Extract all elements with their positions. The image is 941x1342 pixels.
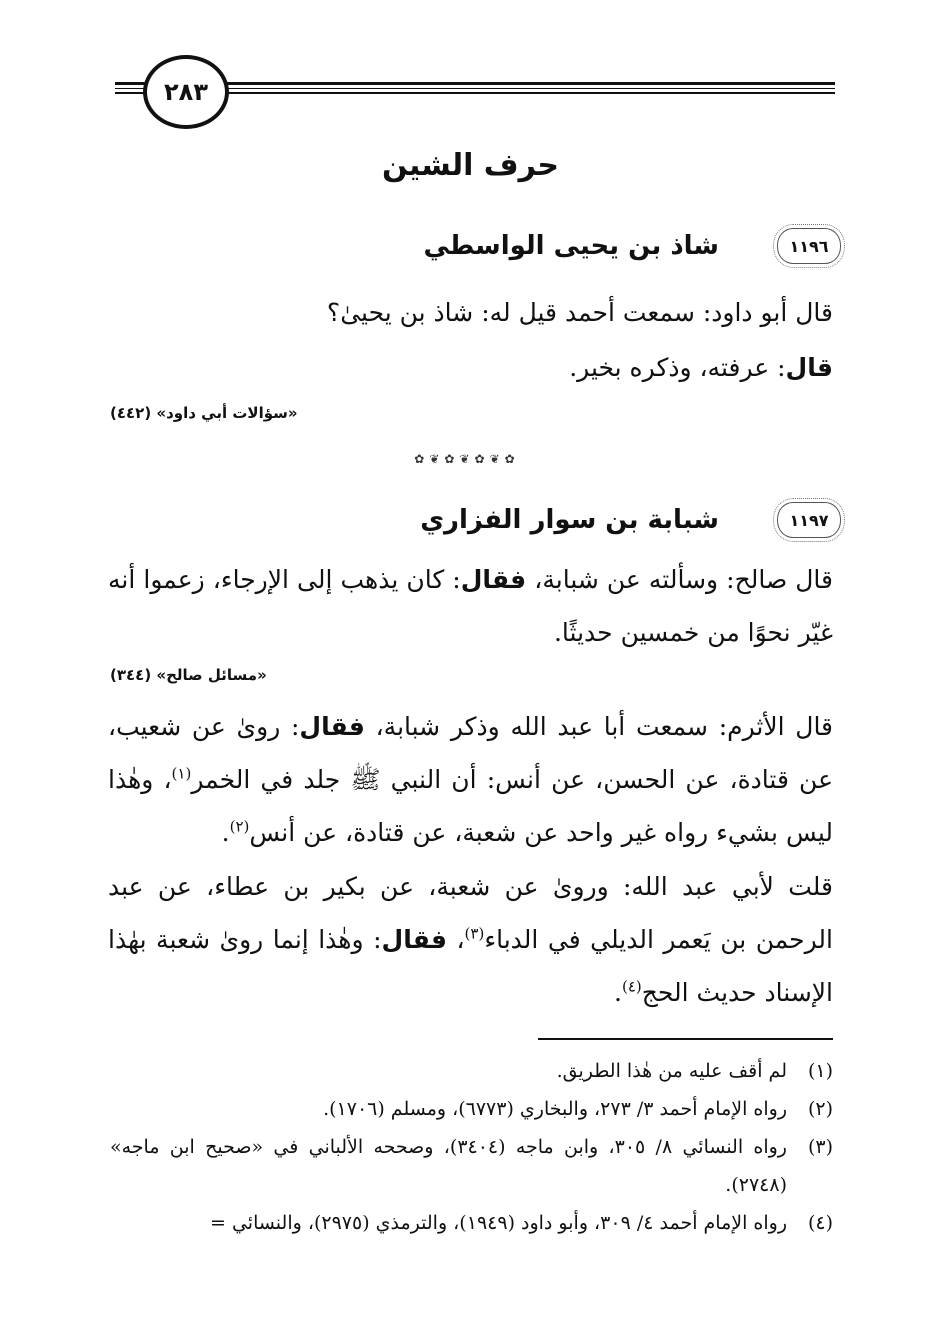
entry-heading-1196 <box>108 228 841 264</box>
footnote-item: (١) لم أقف عليه من هٰذا الطريق. <box>556 1060 833 1082</box>
chapter-title: حرف الشين <box>382 148 559 183</box>
entry-1196-paragraph-2: قال: عرفته، وذكره بخير. <box>569 353 833 382</box>
section-divider-ornament: ✿ ❦ ✿ ❦ ✿ ❦ ✿ <box>414 452 516 466</box>
entry-1197-paragraph-3: قلت لأبي عبد الله: وروىٰ عن شعبة، عن بكير بن عطاء، عن عبد الرحمن بن يَعمر الديلي في الدباء$^{(٣)}$، فقال: وهٰذا إنما روىٰ شعبة بهٰذا الإسناد حديث الحج$^{(٤)}$. <box>108 872 833 1007</box>
entry-1196-source: «سؤالات أبي داود» (٤٤٢) <box>110 404 298 422</box>
footnote-item: (٤) رواه الإمام أحمد ٤/ ٣٠٩، وأبو داود (١٩٤٩)، والترمذي (٢٩٧٥)، والنسائي = <box>209 1212 833 1234</box>
entry-title: شبابة بن سوار الفزاري <box>420 505 719 535</box>
footnotes <box>110 1052 833 1242</box>
entry-1197-paragraph-1: قال صالح: وسألته عن شبابة، فقال: كان يذهب إلى الإرجاء، زعموا أنه غيّر نحوًا من خمسين حديثًا. <box>108 565 833 647</box>
entry-title: شاذ بن يحيى الواسطي <box>423 231 719 261</box>
footnote-separator <box>538 1038 833 1040</box>
entry-heading-1197 <box>108 502 841 538</box>
footnote-ref-4[interactable]: (٤) <box>621 977 642 996</box>
entry-number-badge: ١١٩٧ <box>777 502 841 538</box>
entry-1196-paragraph-1: قال أبو داود: سمعت أحمد قيل له: شاذ بن يحيىٰ؟ <box>326 298 833 327</box>
footnote-item: (٢) رواه الإمام أحمد ٣/ ٢٧٣، والبخاري (٦٧٧٣)، ومسلم (١٧٠٦). <box>323 1098 833 1120</box>
entry-1197-paragraph-2: قال الأثرم: سمعت أبا عبد الله وذكر شبابة، فقال: روىٰ عن شعيب، عن قتادة، عن الحسن، عن أنس: أن النبي ﷺ جلد في الخمر$^{(١)}$، وهٰذا ليس بشيء رواه غير واحد عن شعبة، عن قتادة، عن أنس$^{(٢)}$. <box>108 712 834 847</box>
footnote-ref-2[interactable]: (٢) <box>229 817 250 836</box>
footnote-ref-3[interactable]: (٣) <box>464 924 485 943</box>
footnote-ref-1[interactable]: (١) <box>171 764 192 783</box>
footnote-item: (٣) رواه النسائي ٨/ ٣٠٥، وابن ماجه (٣٤٠٤)، وصححه الألباني في «صحيح ابن ماجه» (٢٧٤٨). <box>110 1136 833 1196</box>
entry-1197-source: «مسائل صالح» (٣٤٤) <box>110 666 267 684</box>
entry-number-badge: ١١٩٦ <box>777 228 841 264</box>
page-number: ٢٨٣ <box>143 55 229 129</box>
